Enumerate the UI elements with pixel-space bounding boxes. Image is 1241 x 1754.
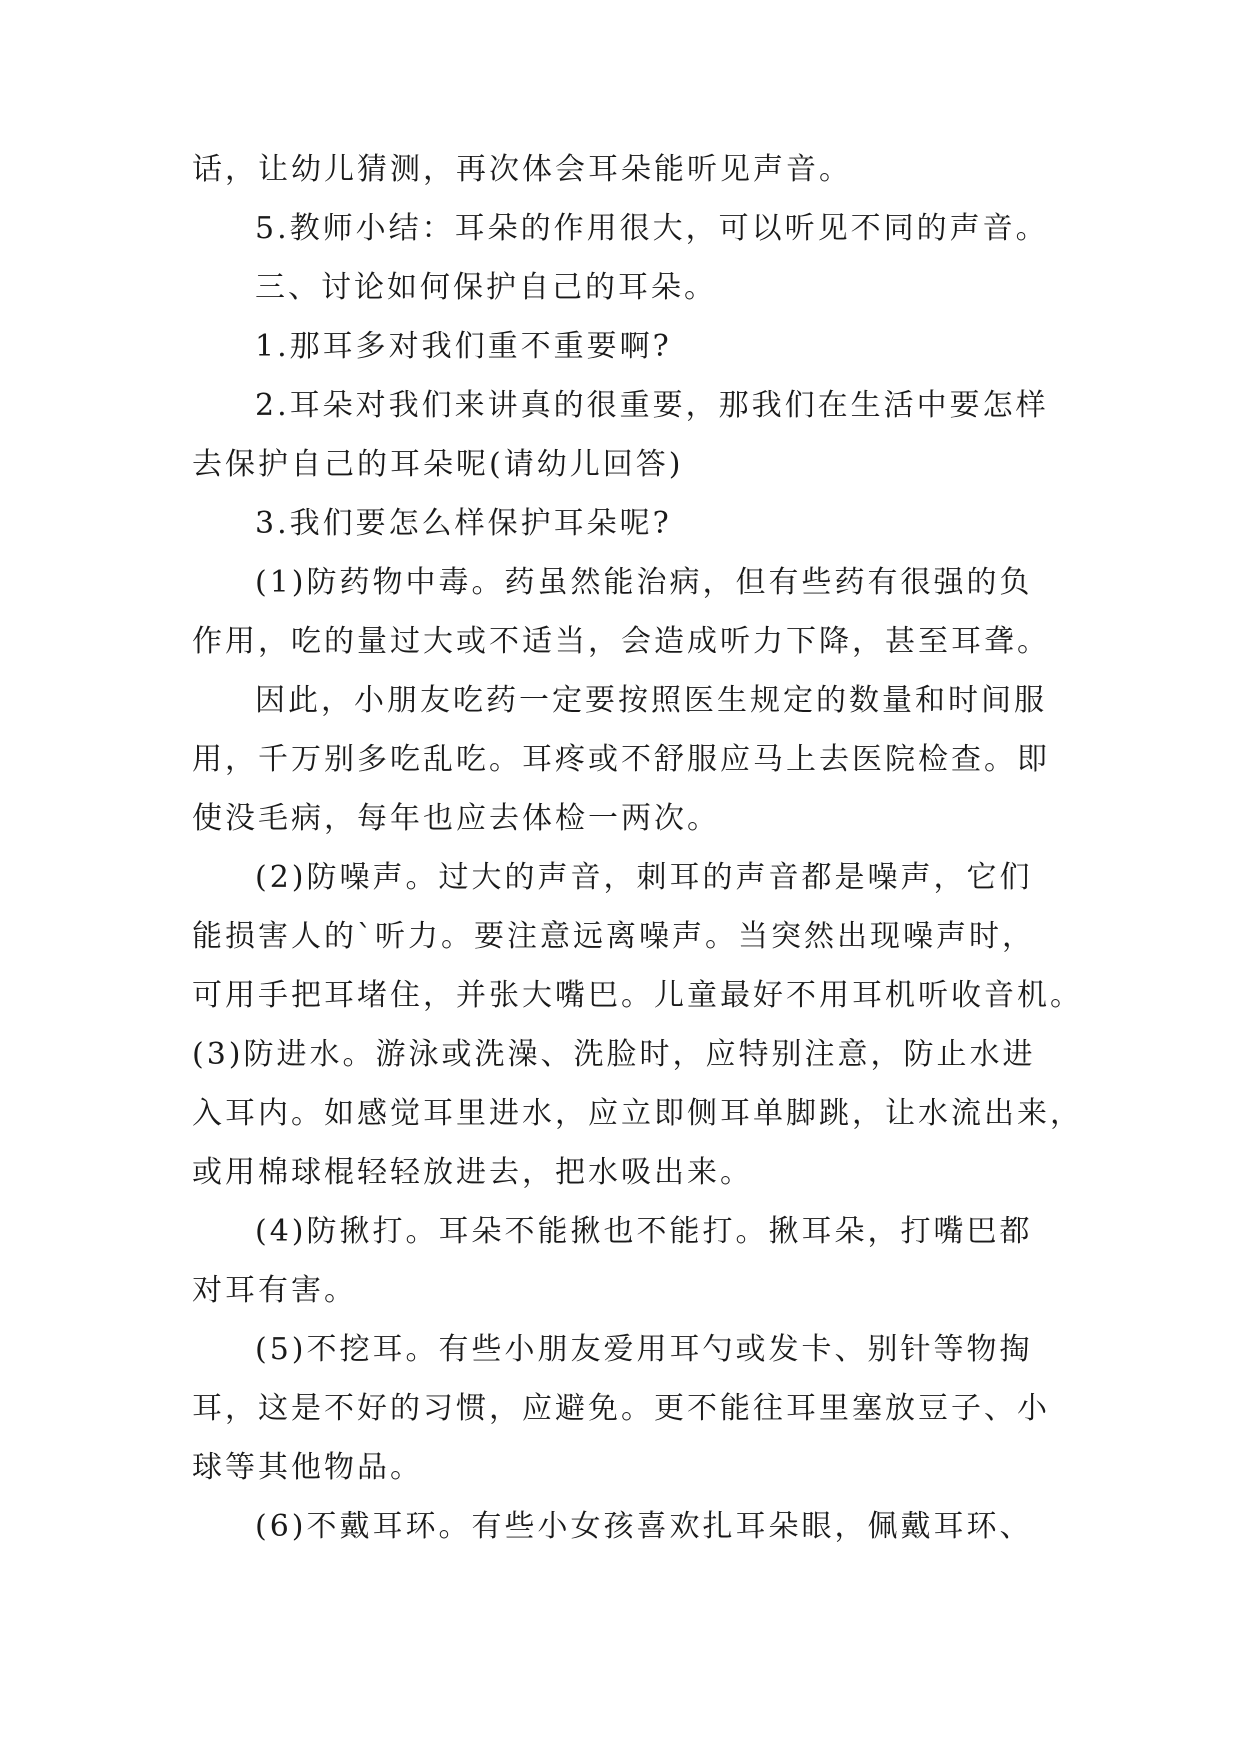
text-line: 去保护自己的耳朵呢(请幼儿回答) xyxy=(192,447,684,482)
text-line: (1)防药物中毒。药虽然能治病，但有些药有很强的负 xyxy=(255,565,1033,600)
text-line: 话，让幼儿猜测，再次体会耳朵能听见声音。 xyxy=(192,152,852,187)
text-line: (5)不挖耳。有些小朋友爱用耳勺或发卡、别针等物掏 xyxy=(255,1332,1033,1367)
text-line: 可用手把耳堵住，并张大嘴巴。儿童最好不用耳机听收音机。 xyxy=(192,978,1083,1013)
text-line: (2)防噪声。过大的声音，刺耳的声音都是噪声，它们 xyxy=(255,860,1033,895)
text-line: (3)防进水。游泳或洗澡、洗脸时，应特别注意，防止水进 xyxy=(192,1037,1036,1072)
text-line: 5.教师小结：耳朵的作用很大，可以听见不同的声音。 xyxy=(255,211,1049,246)
text-line: 三、讨论如何保护自己的耳朵。 xyxy=(255,270,717,305)
text-line: 或用棉球棍轻轻放进去，把水吸出来。 xyxy=(192,1155,753,1190)
text-line: 2.耳朵对我们来讲真的很重要，那我们在生活中要怎样 xyxy=(255,388,1049,423)
text-line: 3.我们要怎么样保护耳朵呢? xyxy=(255,506,672,541)
text-line: 入耳内。如感觉耳里进水，应立即侧耳单脚跳，让水流出来， xyxy=(192,1096,1083,1131)
text-line: 球等其他物品。 xyxy=(192,1450,423,1485)
text-line: 对耳有害。 xyxy=(192,1273,357,1308)
text-line: (4)防揪打。耳朵不能揪也不能打。揪耳朵，打嘴巴都 xyxy=(255,1214,1033,1249)
text-line: 1.那耳多对我们重不重要啊? xyxy=(255,329,672,364)
text-line: 作用，吃的量过大或不适当，会造成听力下降，甚至耳聋。 xyxy=(192,624,1050,659)
text-line: 使没毛病，每年也应去体检一两次。 xyxy=(192,801,720,836)
text-line: 耳，这是不好的习惯，应避免。更不能往耳里塞放豆子、小 xyxy=(192,1391,1050,1426)
text-line: 用，千万别多吃乱吃。耳疼或不舒服应马上去医院检查。即 xyxy=(192,742,1050,777)
text-line: 能损害人的`听力。要注意远离噪声。当突然出现噪声时， xyxy=(192,919,1035,954)
text-line: (6)不戴耳环。有些小女孩喜欢扎耳朵眼，佩戴耳环、 xyxy=(255,1509,1033,1544)
text-line: 因此，小朋友吃药一定要按照医生规定的数量和时间服 xyxy=(255,683,1047,718)
